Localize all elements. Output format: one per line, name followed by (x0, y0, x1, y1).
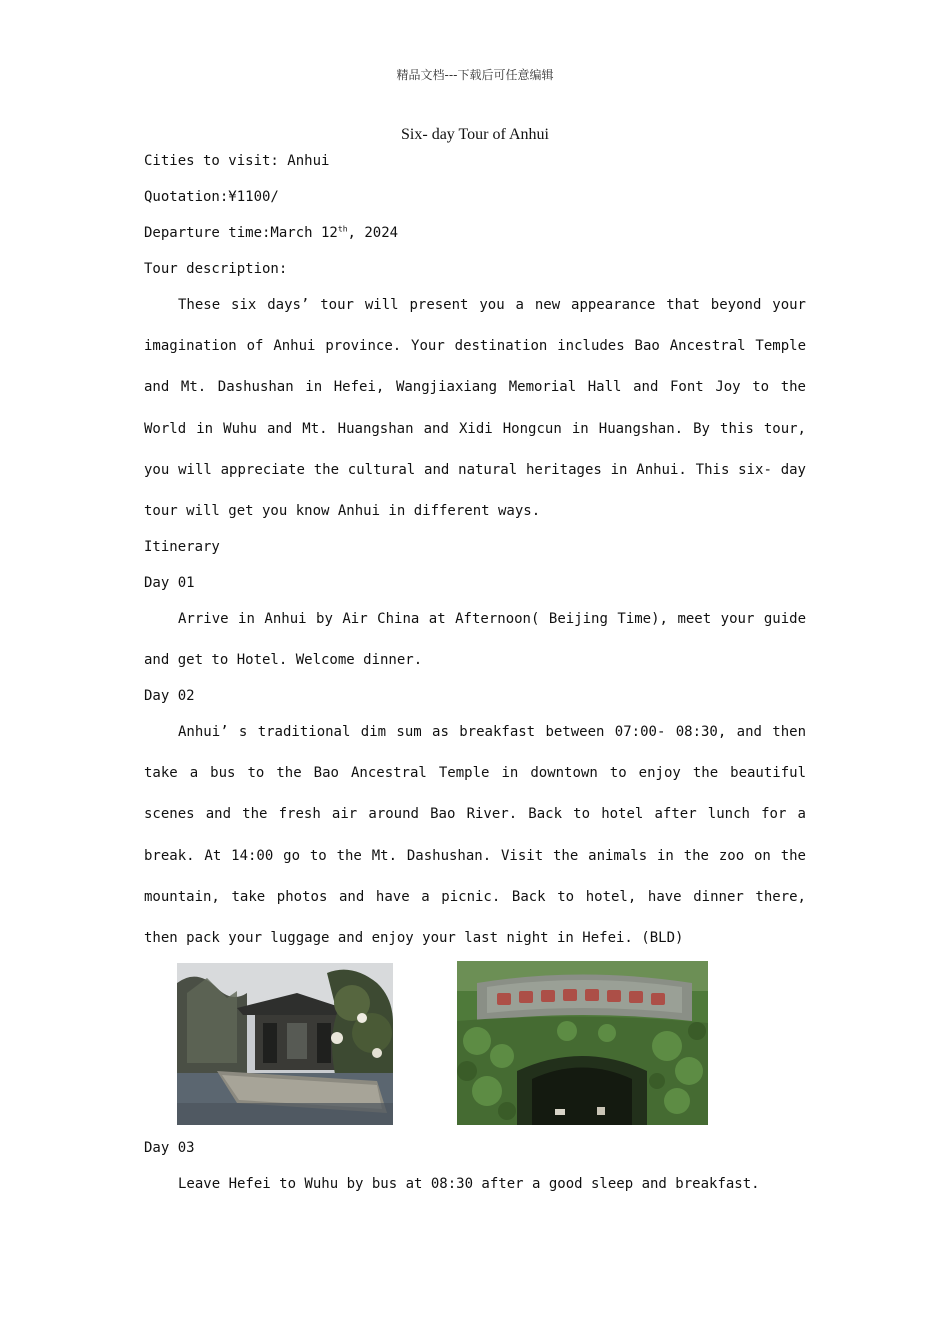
cities-line: Cities to visit: Anhui (144, 153, 330, 169)
departure-line (144, 225, 806, 241)
day-01-label: Day 01 (144, 575, 195, 591)
tour-description-label: Tour description: (144, 261, 288, 277)
temple-pavilion-image (177, 963, 393, 1125)
departure-year: , 2024 (347, 225, 399, 241)
itinerary-label: Itinerary (144, 539, 220, 555)
tour-description-paragraph: These six days’ tour will present you a new appearance that beyond your imagination of Anhui province. Your destination includes Bao Ancestral Temple and Mt. Dashushan in Hefei, Wangjiaxiang Memorial Hall and Font Joy to the World in Wuhu and Mt. Huangshan and Xidi Hongcun in Huangshan. By this tour, you will appreciate the cultural and natural heritages in Anhui. This six- day tour will get you know Anhui in different ways. (144, 297, 806, 520)
day-03-paragraph: Leave Hefei to Wuhu by bus at 08:30 after a good sleep and breakfast. (178, 1176, 760, 1192)
temple-pavilion-photo (177, 963, 393, 1125)
departure-text: Departure time:March 12 (144, 225, 338, 241)
day-02-paragraph: Anhui’ s traditional dim sum as breakfast between 07:00- 08:30, and then take a bus to the Bao Ancestral Temple in downtown to enjoy the beautiful scenes and the fresh air around Bao River. Back to hotel after lunch for a break. At 14:00 go to the Mt. Dashushan. Visit the animals in the zoo on the mountain, take photos and have a picnic. Back to hotel, have dinner there, then pack your luggage and enjoy your last night in Hefei. (BLD) (144, 724, 806, 947)
ivy-gate-image (457, 961, 708, 1125)
day-03-label: Day 03 (144, 1140, 195, 1156)
departure-superscript: th (337, 224, 348, 234)
day-02-label: Day 02 (144, 688, 195, 704)
page-title: Six- day Tour of Anhui (401, 126, 549, 143)
day-01-paragraph: Arrive in Anhui by Air China at Afternoon( Beijing Time), meet your guide and get to Hotel. Welcome dinner. (144, 611, 806, 669)
ivy-covered-gate-photo (457, 961, 708, 1125)
header-note: 精品文档---下载后可任意编辑 (396, 68, 554, 82)
quotation-line: Quotation:¥1100/ (144, 189, 279, 205)
